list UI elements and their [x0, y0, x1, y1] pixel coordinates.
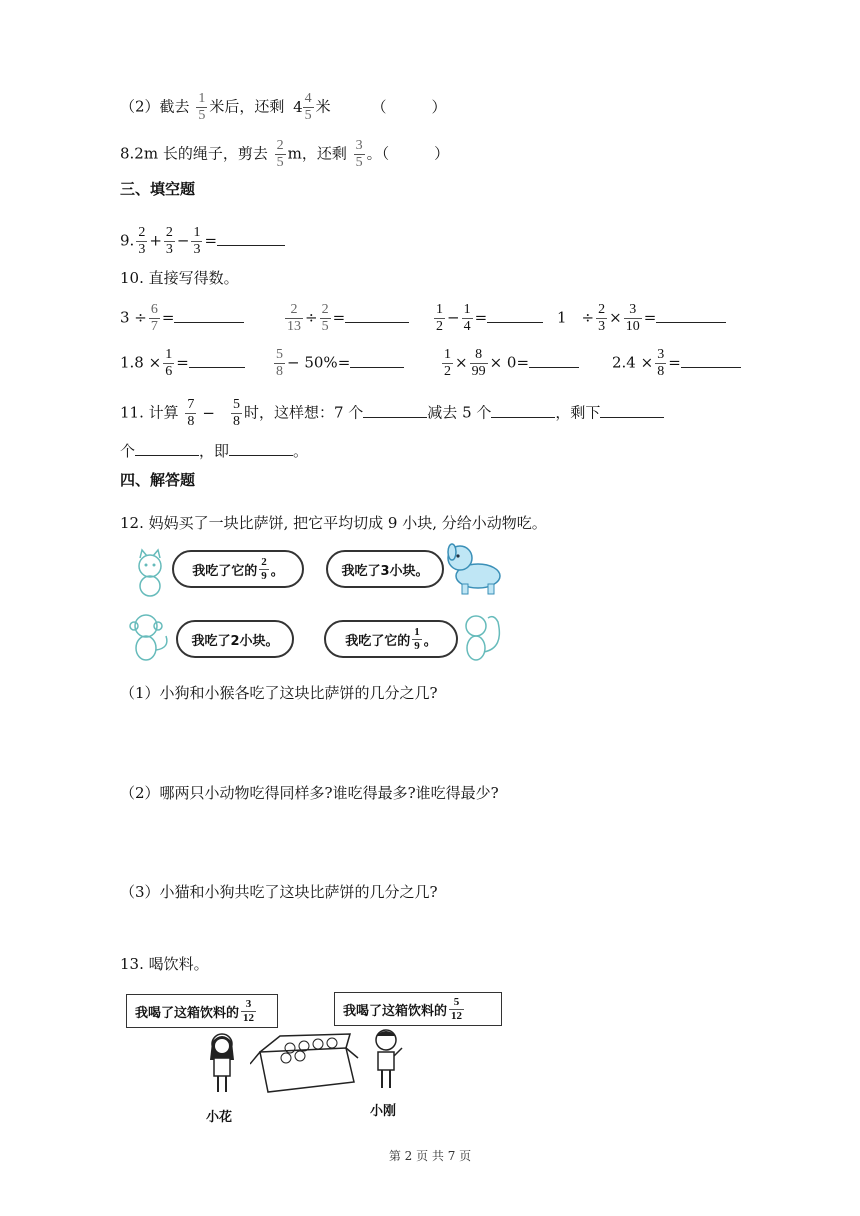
q9: 9. $\frac{2}{3}$ + $\frac{2}{3}$ − $\frac{1}{3}$ =	[120, 226, 285, 257]
q7-part2: （2）截去 $\frac{1}{5}$ 米后，还剩 4 $\frac{4}{5}$ 米 （ ）	[120, 91, 447, 123]
dog-icon	[444, 540, 508, 596]
answer-paren: （ ）	[371, 97, 447, 116]
girl-icon	[200, 1030, 244, 1096]
fraction: $\frac{5}{8}$	[276, 347, 283, 379]
fraction: $\frac{1}{3}$	[193, 225, 201, 257]
q10-row2-a: 1.8 × $\frac{1}{6}$ =	[120, 348, 245, 379]
q10-row1-d: 1 ÷ $\frac{2}{3}$ × $\frac{3}{10}$ =	[557, 303, 726, 334]
answer-blank[interactable]	[491, 403, 555, 418]
answer-blank[interactable]	[681, 353, 741, 368]
answer-blank[interactable]	[345, 308, 409, 323]
q10-title: 10. 直接写得数。	[120, 269, 239, 287]
q7-text: （2）截去	[120, 97, 190, 116]
answer-blank[interactable]	[487, 308, 543, 323]
fraction: $\frac{7}{8}$	[187, 397, 195, 429]
fraction: $\frac{1}{6}$	[165, 347, 173, 379]
q12-part1: （1）小狗和小猴各吃了这块比萨饼的几分之几?	[120, 684, 438, 702]
q12-title: 12. 妈妈买了一块比萨饼, 把它平均切成 9 小块, 分给小动物吃。	[120, 514, 547, 532]
q10-row1-a: 3 ÷ $\frac{6}{7}$ =	[120, 303, 244, 334]
fraction: $\frac{3}{8}$	[657, 347, 665, 379]
fraction: $\frac{6}{7}$	[150, 302, 158, 334]
fraction: $\frac{2}{3}$	[138, 225, 146, 257]
fraction: $\frac{1}{2}$	[436, 302, 443, 334]
section-heading-4: 四、解答题	[120, 471, 196, 489]
answer-blank[interactable]	[350, 353, 404, 368]
fraction: $\frac{3}{10}$	[625, 302, 640, 334]
answer-blank[interactable]	[135, 441, 199, 456]
cat-icon	[128, 548, 172, 598]
answer-blank[interactable]	[174, 308, 244, 323]
speech-box-xiaohua: 我喝了这箱饮料的 $\frac{3}{12}$	[126, 994, 278, 1028]
drink-box-icon	[250, 1032, 360, 1096]
squirrel-icon	[458, 608, 506, 666]
q12-illustration	[120, 540, 510, 670]
q12-part2: （2）哪两只小动物吃得同样多?谁吃得最多?谁吃得最少?	[120, 784, 499, 802]
section-heading-3: 三、填空题	[120, 180, 196, 198]
fraction: $\frac{5}{8}$	[232, 397, 240, 429]
fraction: $\frac{1}{4}$	[463, 302, 471, 334]
answer-blank[interactable]	[189, 353, 245, 368]
boy-icon	[366, 1026, 406, 1094]
q10-row2-c: $\frac{1}{2}$ × $\frac{8}{99}$ × 0=	[440, 348, 579, 379]
speech-bubble-monkey: 我吃了2小块。	[176, 620, 294, 658]
name-label-xiaohua: 小花	[206, 1110, 233, 1125]
fraction: $\frac{2}{5}$	[276, 138, 284, 170]
answer-blank[interactable]	[529, 353, 579, 368]
fraction: $\frac{1}{9}$	[414, 625, 420, 652]
speech-box-xiaogang: 我喝了这箱饮料的 $\frac{5}{12}$	[334, 992, 502, 1026]
monkey-icon	[122, 610, 174, 666]
q10-row1-b: $\frac{2}{13}$ ÷ $\frac{2}{5}$ =	[283, 303, 409, 334]
fraction: $\frac{5}{12}$	[451, 995, 463, 1022]
fraction: $\frac{2}{3}$	[165, 225, 173, 257]
fraction: $\frac{3}{5}$	[355, 138, 363, 170]
answer-blank[interactable]	[656, 308, 726, 323]
answer-blank[interactable]	[600, 403, 664, 418]
fraction: $\frac{4}{5}$	[304, 91, 312, 123]
fraction: $\frac{8}{99}$	[471, 347, 486, 379]
q10-row2-d: 2.4 × $\frac{3}{8}$ =	[612, 348, 741, 379]
fraction: $\frac{2}{9}$	[261, 555, 267, 582]
fraction: $\frac{2}{5}$	[321, 302, 329, 334]
answer-blank[interactable]	[217, 231, 285, 246]
name-label-xiaogang: 小刚	[370, 1104, 397, 1119]
page-footer: 第 2 页 共 7 页	[388, 1149, 472, 1163]
speech-bubble-dog: 我吃了3小块。	[326, 550, 444, 588]
q8: 8.2m 长的绳子，剪去 $\frac{2}{5}$ m，还剩 $\frac{3}{5}$ 。（ ）	[120, 138, 450, 170]
q13-title: 13. 喝饮料。	[120, 955, 209, 973]
q11-line2: 个 ，即 。	[120, 442, 309, 460]
q12-part3: （3）小猫和小狗共吃了这块比萨饼的几分之几?	[120, 883, 438, 901]
fraction: $\frac{2}{3}$	[598, 302, 606, 334]
fraction: $\frac{3}{12}$	[243, 997, 255, 1024]
answer-blank[interactable]	[363, 403, 427, 418]
speech-bubble-rabbit: 我吃了它的 $\frac{1}{9}$ 。	[324, 620, 458, 658]
q10-row1-c: $\frac{1}{2}$ − $\frac{1}{4}$ =	[432, 303, 543, 334]
q11-line1: 11. 计算 $\frac{7}{8}$ − $\frac{5}{8}$ 时，这样想：7 个 减去 5 个 ，剩下	[120, 398, 664, 429]
fraction: $\frac{1}{5}$	[198, 91, 206, 123]
speech-bubble-cat: 我吃了它的 $\frac{2}{9}$ 。	[172, 550, 304, 588]
answer-blank[interactable]	[229, 441, 293, 456]
q13-illustration	[120, 988, 510, 1128]
fraction: $\frac{2}{13}$	[287, 302, 301, 334]
q10-row2-b: $\frac{5}{8}$ − 50%=	[272, 348, 404, 379]
fraction: $\frac{1}{2}$	[444, 347, 451, 379]
